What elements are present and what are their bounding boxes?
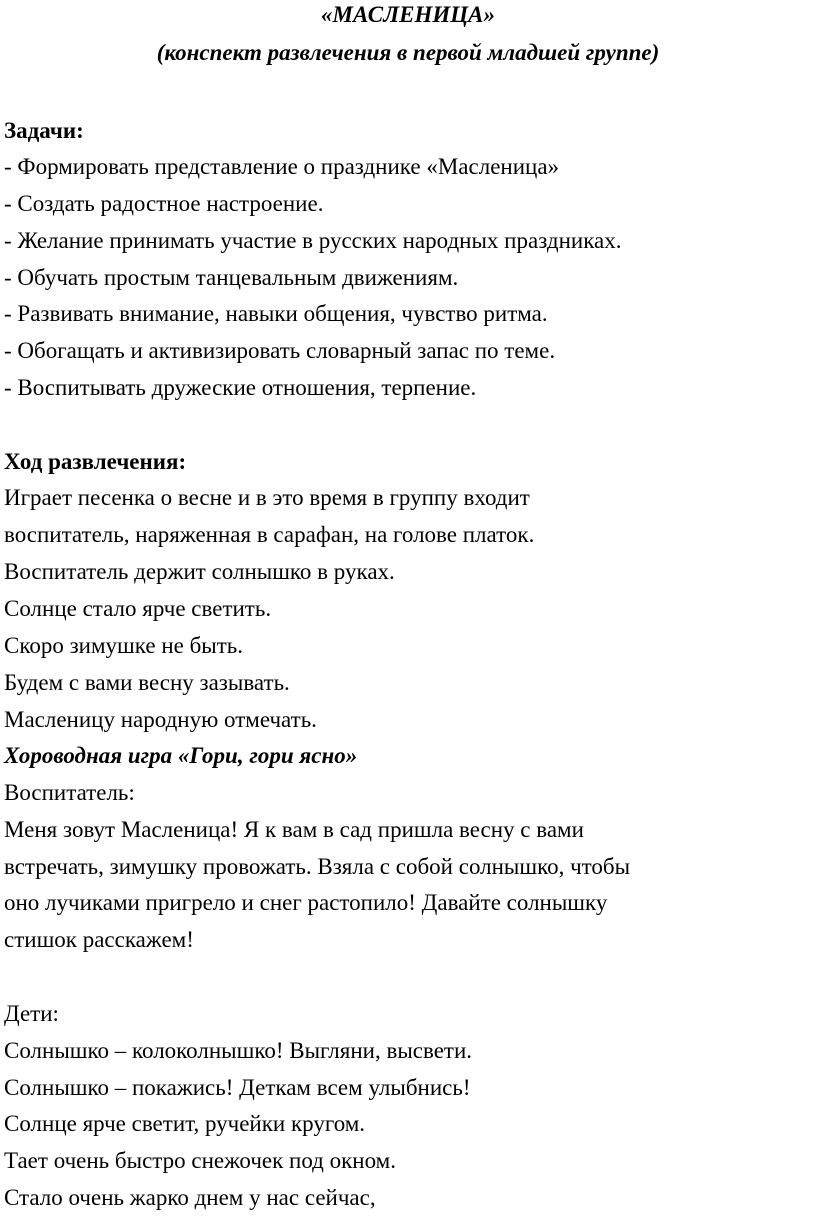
document-subtitle: (конспект развлечения в первой младшей группе) <box>156 40 660 65</box>
teacher-speech-line: Меня зовут Масленица! Я к вам в сад пришла весну с вами <box>4 817 584 842</box>
children-speech-line: Солнышко – покажись! Деткам всем улыбнись! <box>4 1075 471 1100</box>
intro-line: Солнце стало ярче светить. <box>4 596 272 621</box>
children-speech-line: Солнышко – колоколнышко! Выгляни, высвети. <box>4 1038 473 1063</box>
teacher-speech-line: встречать, зимушку провожать. Взяла с собой солнышко, чтобы <box>4 854 631 879</box>
teacher-label: Воспитатель: <box>4 780 135 805</box>
children-speech-line: Тает очень быстро снежочек под окном. <box>4 1148 396 1173</box>
intro-line: Масленицу народную отмечать. <box>4 707 317 732</box>
intro-line: Будем с вами весну зазывать. <box>4 670 290 695</box>
course-heading: Ход развлечения: <box>4 449 187 474</box>
tasks-heading: Задачи: <box>4 118 84 143</box>
task-item: - Желание принимать участие в русских народных праздниках. <box>4 228 622 253</box>
game-title: Хороводная игра «Гори, гори ясно» <box>4 743 358 768</box>
intro-line: воспитатель, наряженная в сарафан, на голове платок. <box>4 522 535 547</box>
task-item: - Воспитывать дружеские отношения, терпение. <box>4 375 477 400</box>
children-speech-line: Солнце ярче светит, ручейки кругом. <box>4 1111 366 1136</box>
intro-line: Играет песенка о весне и в это время в группу входит <box>4 485 530 510</box>
task-item: - Обучать простым танцевальным движениям. <box>4 265 459 290</box>
teacher-speech-line: стишок расскажем! <box>4 927 194 952</box>
task-item: - Обогащать и активизировать словарный запас по теме. <box>4 338 556 363</box>
children-label: Дети: <box>4 1001 59 1026</box>
intro-line: Воспитатель держит солнышко в руках. <box>4 559 395 584</box>
intro-line: Скоро зимушке не быть. <box>4 633 244 658</box>
document-title: «МАСЛЕНИЦА» <box>321 2 495 27</box>
task-item: - Формировать представление о празднике «Масленица» <box>4 154 560 179</box>
task-item: - Создать радостное настроение. <box>4 191 324 216</box>
teacher-speech-line: оно лучиками пригрело и снег растопило! Давайте солнышку <box>4 890 608 915</box>
task-item: - Развивать внимание, навыки общения, чувство ритма. <box>4 301 548 326</box>
children-speech-line: Стало очень жарко днем у нас сейчас, <box>4 1185 376 1210</box>
